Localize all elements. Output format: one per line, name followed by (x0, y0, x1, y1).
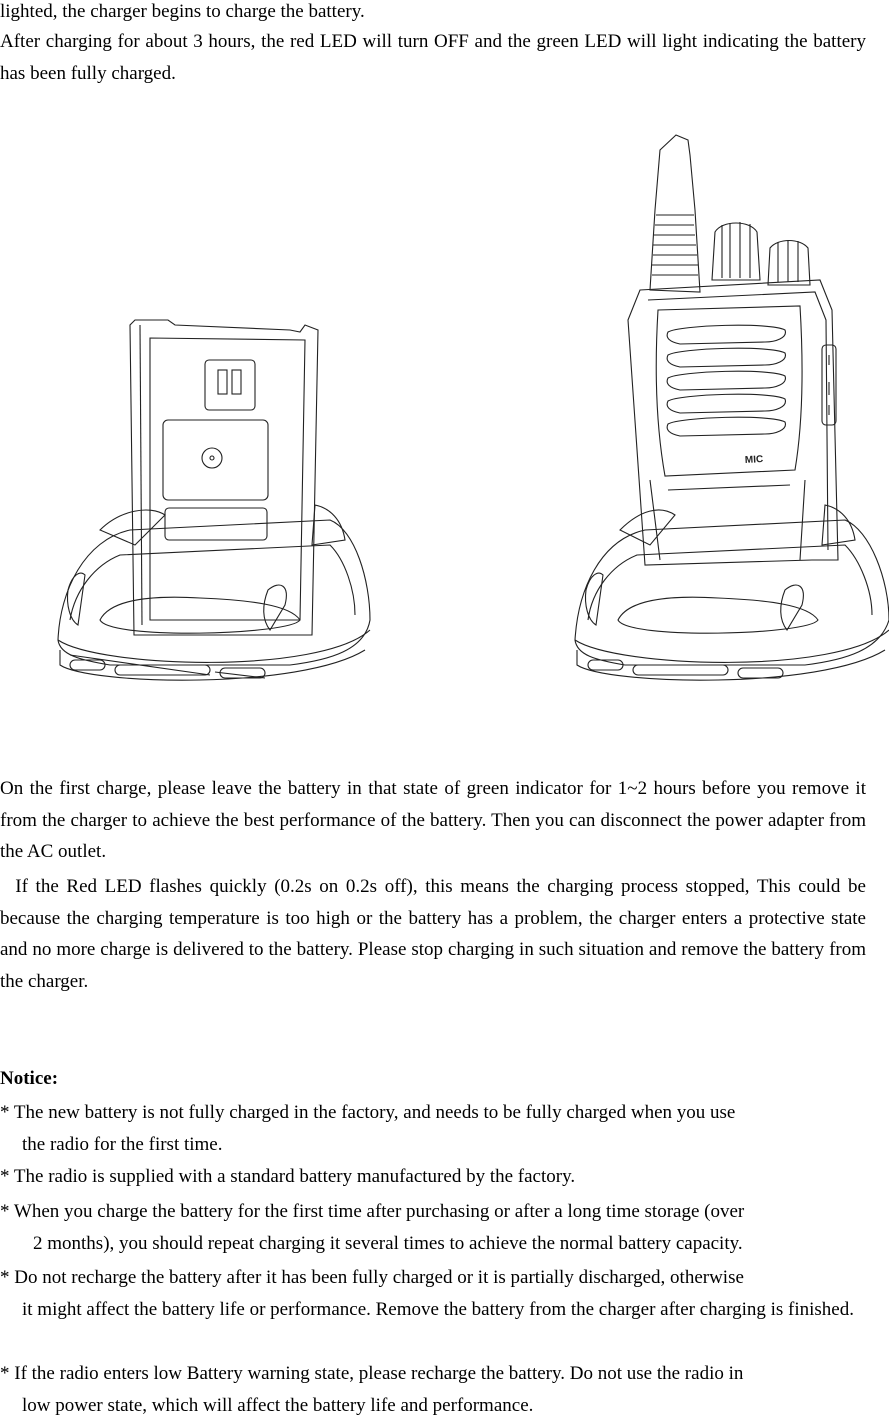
notice-item (0, 1262, 866, 1325)
notice-item-first: * If the radio enters low Battery warning state, please recharge the battery. Do not use the radio in (0, 1363, 743, 1384)
notice-item-first: * The radio is supplied with a standard battery manufactured by the factory. (0, 1166, 575, 1187)
notice-item-rest: it might affect the battery life or performance. Remove the battery from the charger after charging is finished. (0, 1294, 866, 1326)
radio-in-charger-drawing (575, 135, 889, 680)
battery-in-charger-drawing (58, 320, 370, 680)
notice-item-rest: the radio for the first time. (0, 1129, 866, 1161)
charger-illustration (0, 120, 889, 700)
intro-paragraph: After charging for about 3 hours, the red LED will turn OFF and the green LED will light indicating the battery has been fully charged. (0, 26, 866, 89)
notice-item (0, 1358, 866, 1421)
notice-item (0, 1196, 866, 1259)
notice-item-first: * When you charge the battery for the first time after purchasing or after a long time storage (over (0, 1201, 744, 1222)
notice-heading: Notice: (0, 1068, 58, 1090)
notice-item-rest: 2 months), you should repeat charging it several times to achieve the normal battery capacity. (0, 1228, 866, 1260)
notice-item-rest: low power state, which will affect the battery life and performance. (0, 1390, 866, 1421)
notice-item-first: * The new battery is not fully charged in the factory, and needs to be fully charged when you use (0, 1102, 735, 1123)
notice-item-first: * Do not recharge the battery after it has been fully charged or it is partially discharged, otherwise (0, 1267, 744, 1288)
first-charge-paragraph: On the first charge, please leave the battery in that state of green indicator for 1~2 hours before you remove it from the charger to achieve the best performance of the battery. Then you can disconnect the power adapter from the AC outlet. (0, 773, 866, 868)
notice-item (0, 1097, 866, 1160)
red-led-paragraph: If the Red LED flashes quickly (0.2s on 0.2s off), this means the charging process stopped, This could be because the charging temperature is too high or the battery has a problem, the charger enters a protective state and no more charge is delivered to the battery. Please stop charging in such situation and remove the battery from the charger. (0, 871, 866, 997)
intro-line: lighted, the charger begins to charge the battery. (0, 0, 866, 28)
notice-item (0, 1161, 866, 1193)
mic-label: MIC (745, 454, 764, 466)
